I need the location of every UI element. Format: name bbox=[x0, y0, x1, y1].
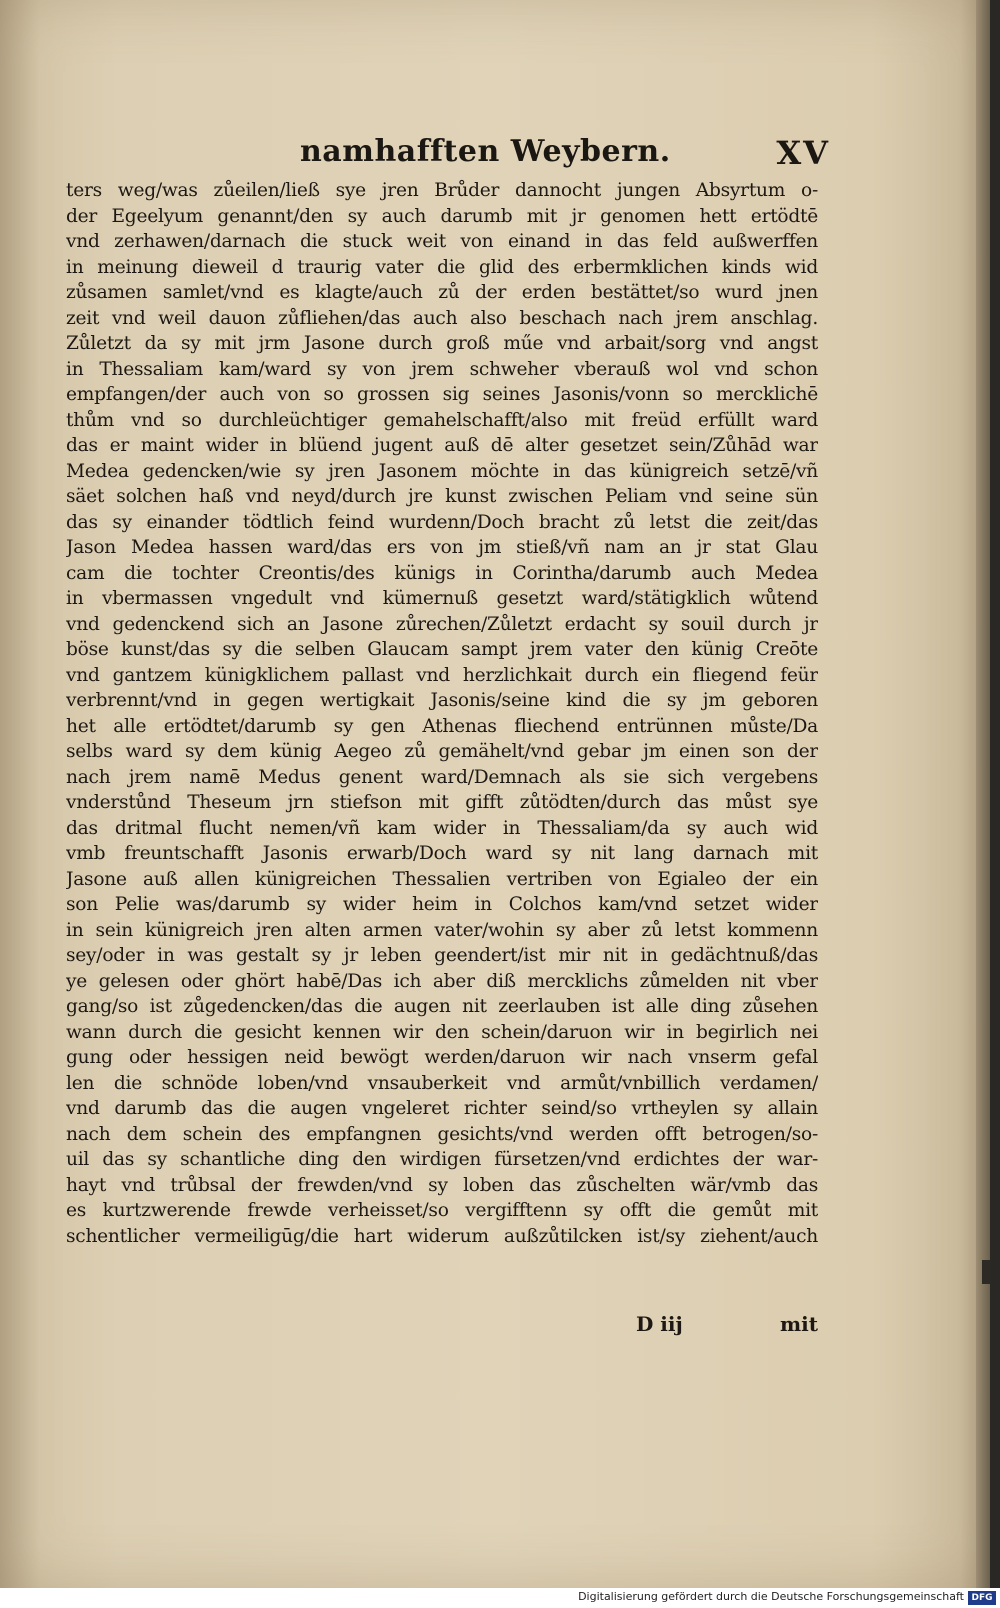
text-line: vnd gantzem künigklichem pallast vnd herzlichkait durch ein fliegend feür bbox=[66, 664, 818, 686]
text-line: gang/so ist zůgedencken/das die augen nit zeerlauben ist alle ding zůsehen bbox=[66, 996, 818, 1017]
text-line: vnd gedenckend sich an Jasone zůrechen/Zůletzt erdacht sy souil durch jr bbox=[66, 613, 818, 635]
text-line: selbs ward sy dem künig Aegeo zů gemähelt/vnd gebar jm einen son der bbox=[66, 741, 818, 762]
text-line: Jasone auß allen künigreichen Thessalien vertriben von Egialeo der ein bbox=[66, 868, 818, 890]
text-line: säet solchen haß vnd neyd/durch jre kunst zwischen Peliam vnd seine sün bbox=[66, 486, 818, 507]
body-text bbox=[66, 178, 818, 1249]
text-line: ters weg/was zůeilen/ließ sye jren Brůder dannocht jungen Absyrtum o- bbox=[66, 180, 818, 201]
folio-number: XV bbox=[776, 134, 830, 172]
text-line: in vbermassen vngedult vnd kümernuß gesetzt ward/stätigklich wůtend bbox=[66, 588, 818, 609]
text-line: nach jrem namē Medus genent ward/Demnach als sie sich vergebens bbox=[66, 766, 818, 788]
credit-bar bbox=[0, 1588, 1000, 1608]
text-line: son Pelie was/darumb sy wider heim in Colchos kam/vnd setzet wider bbox=[66, 894, 818, 915]
page-footer bbox=[300, 1312, 818, 1344]
text-line: schentlicher vermeiligūg/die hart widerum außzůtilcken ist/sy ziehent/auch bbox=[66, 1225, 818, 1247]
dfg-logo: DFG bbox=[968, 1591, 996, 1605]
funding-credit: Digitalisierung gefördert durch die Deutsche Forschungsgemeinschaft bbox=[578, 1590, 964, 1603]
text-line: vmb freuntschafft Jasonis erwarb/Doch ward sy nit lang darnach mit bbox=[66, 843, 818, 864]
text-line: vnd zerhawen/darnach die stuck weit von einand in das feld außwerffen bbox=[66, 231, 818, 252]
scan-ruler-mark bbox=[982, 1260, 990, 1284]
text-line: zůsamen samlet/vnd es klagte/auch zů der erden bestättet/so wurd jnen bbox=[66, 282, 818, 303]
text-line: cam die tochter Creontis/des künigs in Corintha/darumb auch Medea bbox=[66, 562, 818, 584]
text-line: böse kunst/das sy die selben Glaucam sampt jrem vater den künig Creōte bbox=[66, 639, 818, 660]
signature-mark: D iij bbox=[636, 1312, 683, 1336]
page-header bbox=[300, 134, 830, 180]
text-line: in Thessaliam kam/ward sy von jrem schweher vberauß wol vnd schon bbox=[66, 358, 818, 380]
text-line: wann durch die gesicht kennen wir den schein/daruon wir in begirlich nei bbox=[66, 1021, 818, 1043]
text-line: gung oder hessigen neid bewögt werden/daruon wir nach vnserm gefal bbox=[66, 1047, 818, 1068]
running-title: namhafften Weybern. bbox=[300, 134, 671, 169]
text-line: Medea gedencken/wie sy jren Jasonem möchte in das künigreich setzē/vñ bbox=[66, 460, 818, 482]
text-line: es kurtzwerende frewde verheisset/so vergifftenn sy offt die gemůt mit bbox=[66, 1200, 818, 1221]
catchword: mit bbox=[780, 1312, 818, 1336]
text-line: der Egeelyum genannt/den sy auch darumb mit jr genomen hett ertödtē bbox=[66, 205, 818, 227]
text-line: in meinung dieweil d traurig vater die glid des erbermklichen kinds wid bbox=[66, 256, 818, 278]
text-line: in sein künigreich jren alten armen vater/wohin sy aber zů letst kommenn bbox=[66, 919, 818, 941]
text-line: verbrennt/vnd in gegen wertigkait Jasonis/seine kind die sy jm geboren bbox=[66, 690, 818, 711]
text-line: vnderstůnd Theseum jrn stiefson mit gifft zůtödten/durch das můst sye bbox=[66, 792, 818, 813]
text-line: hayt vnd trůbsal der frewden/vnd sy loben das zůschelten wär/vmb das bbox=[66, 1174, 818, 1196]
text-line: uil das sy schantliche ding den wirdigen fürsetzen/vnd erdichtes der war- bbox=[66, 1149, 818, 1170]
text-line: empfangen/der auch von so grossen sig seines Jasonis/vonn so mercklichē bbox=[66, 384, 818, 405]
text-line: len die schnöde loben/vnd vnsauberkeit vnd armůt/vnbillich verdamen/ bbox=[66, 1072, 818, 1094]
text-line: das er maint wider in blüend jugent auß dē alter gesetzet sein/Zůhād war bbox=[66, 435, 818, 456]
text-line: Zůletzt da sy mit jrm Jasone durch groß műe vnd arbait/sorg vnd angst bbox=[66, 333, 818, 354]
text-line: das sy einander tödtlich feind wurdenn/Doch bracht zů letst die zeit/das bbox=[66, 511, 818, 533]
text-line: Jason Medea hassen ward/das ers von jm stieß/vñ nam an jr stat Glau bbox=[66, 537, 818, 558]
text-line: das dritmal flucht nemen/vñ kam wider in Thessaliam/da sy auch wid bbox=[66, 817, 818, 839]
text-line: sey/oder in was gestalt sy jr leben geendert/ist mir nit in gedächtnuß/das bbox=[66, 945, 818, 966]
text-line: thům vnd so durchleüchtiger gemahelschafft/also mit freüd erfüllt ward bbox=[66, 409, 818, 431]
text-line: ye gelesen oder ghört habē/Das ich aber diß mercklichs zůmelden nit vber bbox=[66, 970, 818, 992]
text-line: nach dem schein des empfangnen gesichts/vnd werden offt betrogen/so- bbox=[66, 1123, 818, 1145]
text-line: het alle ertödtet/darumb sy gen Athenas fliechend entrünnen můste/Da bbox=[66, 715, 818, 737]
page-edge bbox=[976, 0, 990, 1588]
text-line: vnd darumb das die augen vngeleret richter seind/so vrtheylen sy allain bbox=[66, 1098, 818, 1119]
text-line: zeit vnd weil dauon zůfliehen/das auch also beschach nach jrem anschlag. bbox=[66, 307, 818, 329]
